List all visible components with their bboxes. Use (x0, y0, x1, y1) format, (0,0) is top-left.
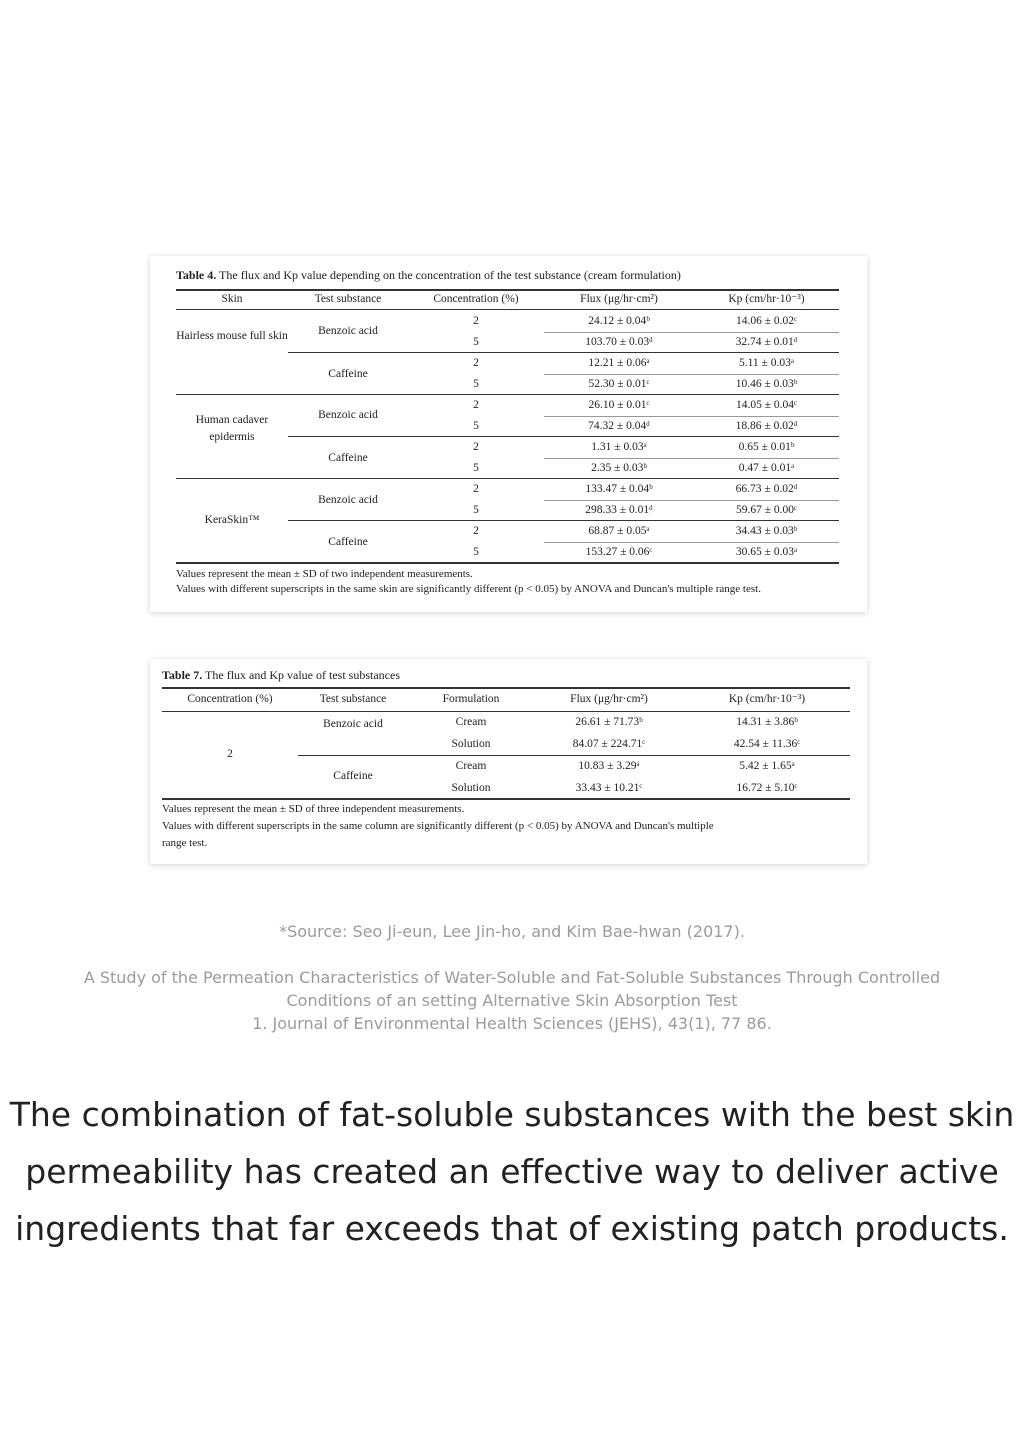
table-4-header-flux: Flux (μg/hr·cm²) (580, 293, 658, 305)
table-7-header-flux: Flux (μg/hr·cm²) (570, 693, 648, 705)
table-4-group-rule (288, 352, 839, 353)
table-4-skin-rule (176, 394, 839, 395)
headline-line-2: permeability has created an effective way to deliver active (25, 1152, 999, 1191)
table-4-group-rule (288, 520, 839, 521)
table-4-note-2: Values with different superscripts in the same skin are significantly different (p < 0.05) by ANOVA and Duncan's multiple range test. (176, 583, 761, 595)
table-4-header-concentration: Concentration (%) (433, 293, 519, 305)
table-7-row-4-formulation: Solution (451, 782, 491, 794)
table-7-note-3: range test. (162, 837, 208, 849)
table-4-row-7-kp: 0.65 ± 0.01ᵇ (738, 441, 795, 453)
table-4-bottom-rule (176, 562, 839, 564)
table-7-note-2: Values with different superscripts in the same column are significantly different (p < 0.05) by ANOVA and Duncan's multiple (162, 820, 714, 832)
table-7-row-1-flux: 26.61 ± 71.73ᵇ (575, 716, 643, 728)
table-4-row-2-kp: 32.74 ± 0.01ᵈ (735, 336, 798, 348)
table-4-row-rule (544, 500, 839, 501)
table-4-row-7-flux: 1.31 ± 0.03ᵃ (591, 441, 647, 453)
table-4-header-rule (176, 309, 839, 310)
table-4-row-5-flux: 26.10 ± 0.01ᶜ (588, 399, 650, 411)
table-4-row-6-concentration: 5 (473, 420, 479, 432)
table-4-row-3-kp: 5.11 ± 0.03ᵃ (738, 357, 795, 369)
table-4-note-1: Values represent the mean ± SD of two independent measurements. (176, 568, 473, 580)
table-4-substance-benzoic-2: Benzoic acid (318, 409, 378, 421)
table-4-substance-caffeine-3: Caffeine (328, 536, 368, 548)
table-4-skin-3: KeraSkin™ (204, 514, 260, 526)
table-4-row-12-kp: 30.65 ± 0.03ᵃ (735, 546, 798, 558)
source-citation: *Source: Seo Ji-eun, Lee Jin-ho, and Kim Bae-hwan (2017). (279, 922, 745, 941)
table-4-row-11-kp: 34.43 ± 0.03ᵇ (735, 525, 798, 537)
table-4-row-6-flux: 74.32 ± 0.04ᵈ (588, 420, 650, 432)
table-7-row-2-formulation: Solution (451, 738, 491, 750)
table-7-row-4-kp: 16.72 ± 5.10ᶜ (736, 782, 798, 794)
source-title-line-2: Conditions of an setting Alternative Skin Absorption Test (286, 991, 738, 1010)
table-4-card (150, 256, 867, 612)
table-7-concentration: 2 (227, 748, 233, 760)
table-4-row-9-kp: 66.73 ± 0.02ᵈ (735, 483, 798, 495)
table-7-row-2-kp: 42.54 ± 11.36ᶜ (733, 738, 801, 750)
source-journal: 1. Journal of Environmental Health Sciences (JEHS), 43(1), 77 86. (252, 1014, 772, 1033)
table-4-row-10-kp: 59.67 ± 0.00ᶜ (735, 504, 797, 516)
table-7-header-formulation: Formulation (442, 693, 500, 705)
table-7-top-rule (162, 687, 850, 689)
table-4-row-1-flux: 24.12 ± 0.04ᵇ (588, 315, 650, 327)
table-4-substance-benzoic-3: Benzoic acid (318, 494, 378, 506)
table-4-row-9-flux: 133.47 ± 0.04ᵇ (585, 483, 653, 495)
table-4-row-rule (544, 374, 839, 375)
table-4-row-rule (544, 416, 839, 417)
table-4-row-9-concentration: 2 (473, 483, 479, 495)
table-4-header-substance: Test substance (314, 293, 382, 305)
table-4-skin-rule (176, 478, 839, 479)
table-7-caption: Table 7. The flux and Kp value of test substances (162, 668, 400, 682)
table-7-row-3-kp: 5.42 ± 1.65ᵃ (739, 760, 795, 772)
table-4-row-3-flux: 12.21 ± 0.06ᵃ (588, 357, 650, 369)
table-4-header-skin: Skin (221, 293, 243, 305)
table-4-row-12-concentration: 5 (473, 546, 479, 558)
table-4-row-5-kp: 14.05 ± 0.04ᶜ (735, 399, 797, 411)
table-7-row-1-formulation: Cream (455, 716, 487, 728)
table-4-row-10-concentration: 5 (473, 504, 479, 516)
table-4-row-11-concentration: 2 (473, 525, 479, 537)
table-4-skin-2: Human cadaver epidermis (195, 414, 269, 443)
table-7-row-3-formulation: Cream (455, 760, 487, 772)
headline-line-3: ingredients that far exceeds that of existing patch products. (15, 1209, 1009, 1248)
table-7-header-concentration: Concentration (%) (187, 693, 273, 705)
table-7-substance-benzoic: Benzoic acid (323, 718, 383, 730)
table-4-row-4-concentration: 5 (473, 378, 479, 390)
table-7-row-4-flux: 33.43 ± 10.21ᶜ (575, 782, 643, 794)
table-7-row-2-flux: 84.07 ± 224.71ᶜ (572, 738, 646, 750)
headline-line-1: The combination of fat-soluble substances with the best skin (9, 1095, 1015, 1134)
table-4-row-8-concentration: 5 (473, 462, 479, 474)
table-7-header-kp: Kp (cm/hr·10⁻³) (728, 693, 806, 705)
table-4-substance-caffeine-2: Caffeine (328, 452, 368, 464)
table-7-card (150, 659, 867, 864)
table-4-row-8-flux: 2.35 ± 0.03ᵇ (591, 462, 647, 474)
table-4-row-2-concentration: 5 (473, 336, 479, 348)
table-4-row-6-kp: 18.86 ± 0.02ᵈ (735, 420, 798, 432)
table-4-row-12-flux: 153.27 ± 0.06ᶜ (585, 546, 653, 558)
table-7-row-3-flux: 10.83 ± 3.29ᵃ (578, 760, 640, 772)
table-4-row-rule (544, 332, 839, 333)
table-4-row-1-concentration: 2 (473, 315, 479, 327)
table-4-row-1-kp: 14.06 ± 0.02ᶜ (735, 315, 797, 327)
table-4-row-11-flux: 68.87 ± 0.05ᵃ (588, 525, 650, 537)
table-4-row-10-flux: 298.33 ± 0.01ᵈ (585, 504, 653, 516)
table-4-row-4-kp: 10.46 ± 0.03ᵇ (735, 378, 798, 390)
table-4-caption: Table 4. The flux and Kp value depending on the concentration of the test substance (cream formulation) (176, 268, 681, 282)
table-7-substance-caffeine: Caffeine (333, 770, 373, 782)
table-4-row-5-concentration: 2 (473, 399, 479, 411)
table-7-header-substance: Test substance (319, 693, 387, 705)
source-title-line-1: A Study of the Permeation Characteristics of Water-Soluble and Fat-Soluble Substances Through Controlled (83, 968, 941, 987)
table-4-row-rule (544, 458, 839, 459)
table-7-header-rule (162, 711, 850, 712)
table-4-row-7-concentration: 2 (473, 441, 479, 453)
table-7-bottom-rule (162, 798, 850, 800)
table-4-row-2-flux: 103.70 ± 0.03ᵈ (585, 336, 653, 348)
table-7-group-rule (298, 755, 850, 756)
table-4-header-kp: Kp (cm/hr·10⁻³) (728, 293, 805, 305)
table-4-row-3-concentration: 2 (473, 357, 479, 369)
table-4-row-4-flux: 52.30 ± 0.01ᶜ (588, 378, 650, 390)
table-4-top-rule (176, 289, 839, 291)
table-4-substance-benzoic-1: Benzoic acid (318, 325, 378, 337)
table-4-row-8-kp: 0.47 ± 0.01ᵃ (738, 462, 795, 474)
table-7-row-1-kp: 14.31 ± 3.86ᵇ (736, 716, 798, 728)
table-4-skin-1: Hairless mouse full skin (176, 330, 288, 342)
table-4-substance-caffeine-1: Caffeine (328, 368, 368, 380)
table-4-row-rule (544, 542, 839, 543)
table-7-note-1: Values represent the mean ± SD of three independent measurements. (162, 803, 465, 815)
table-4-group-rule (288, 436, 839, 437)
